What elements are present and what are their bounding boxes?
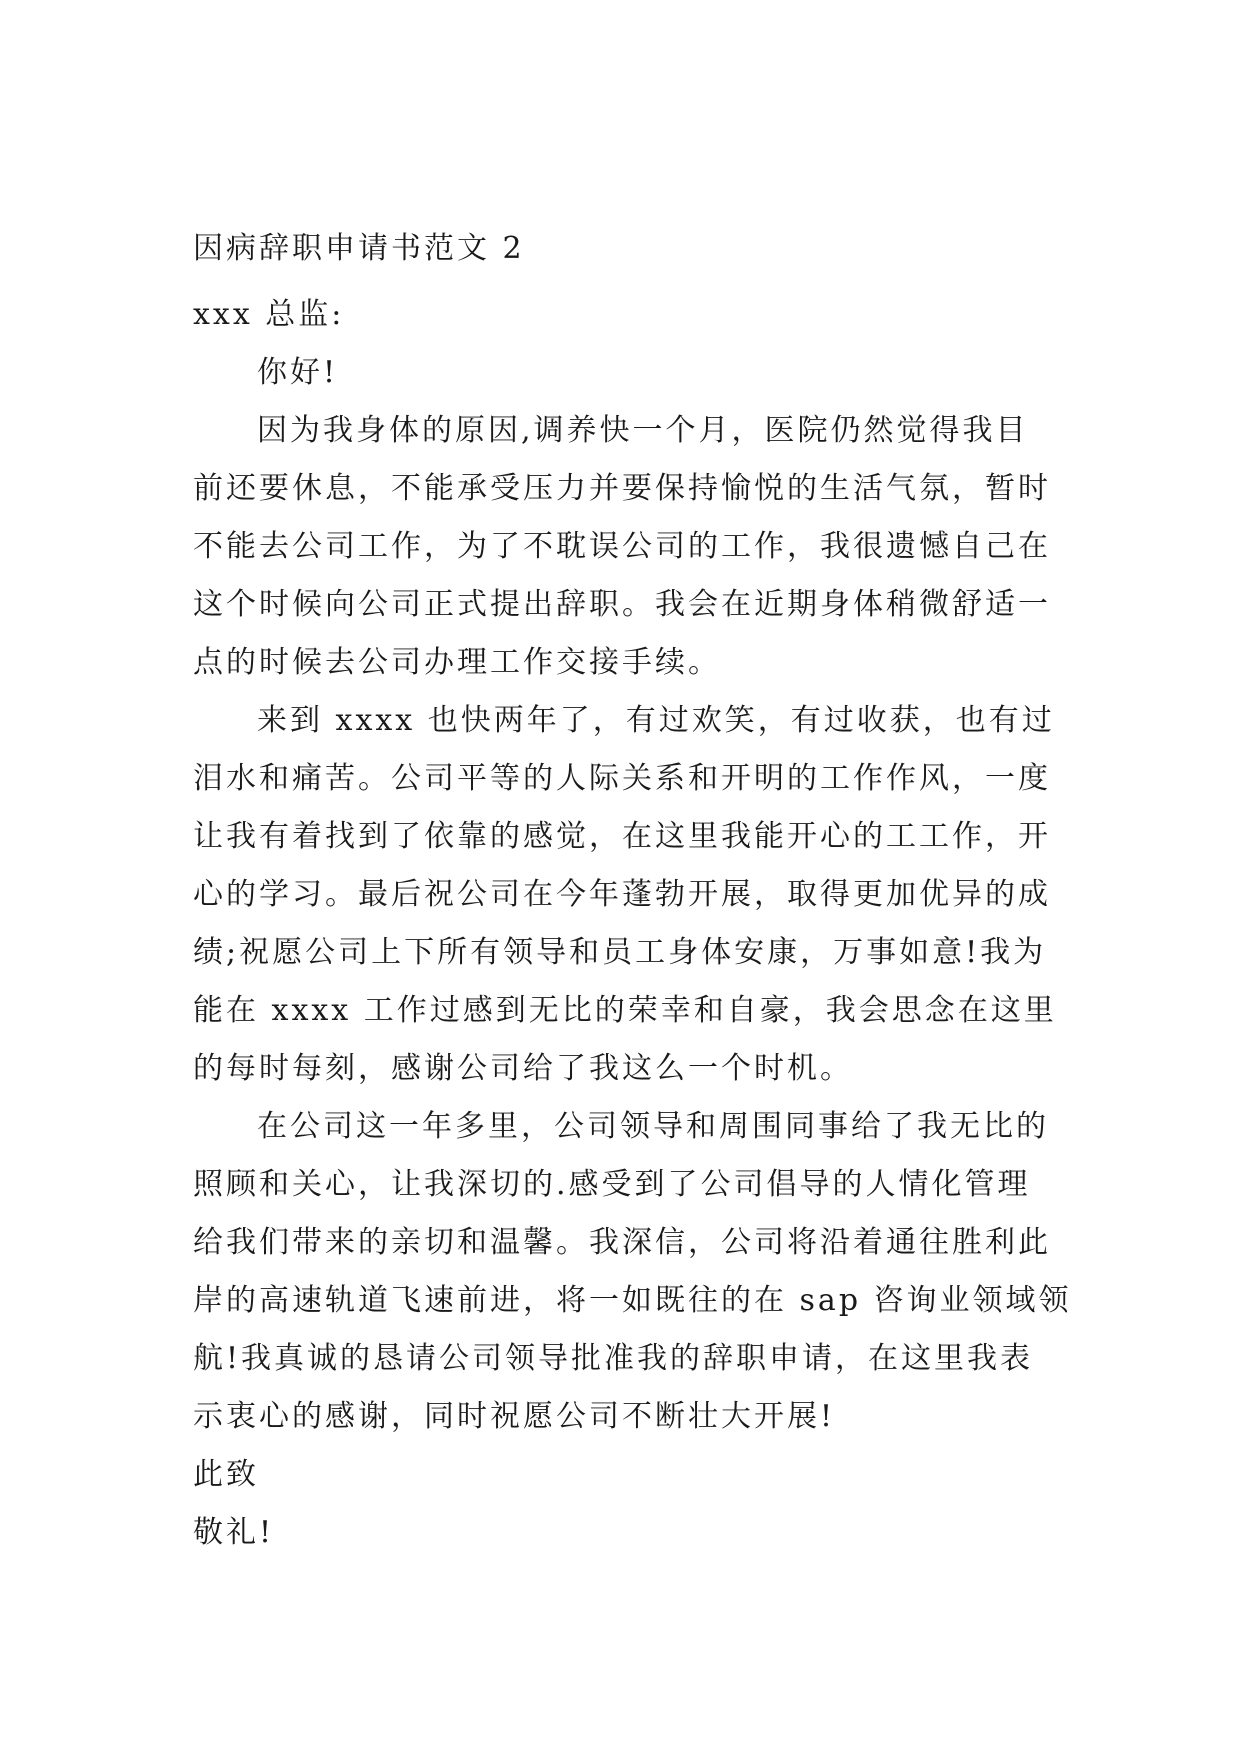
paragraph-line: 点的时候去公司办理工作交接手续。: [193, 645, 721, 680]
closing-salute: 敬礼!: [193, 1515, 275, 1550]
closing-line: 此致: [193, 1457, 259, 1492]
paragraph-line: 前还要休息，不能承受压力并要保持愉悦的生活气氛，暂时: [193, 471, 1051, 506]
paragraph-line: 心的学习。最后祝公司在今年蓬勃开展，取得更加优异的成: [193, 877, 1051, 912]
paragraph-line: 因为我身体的原因,调养快一个月，医院仍然觉得我目: [257, 413, 1029, 448]
paragraph-line: 来到 xxxx 也快两年了，有过欢笑，有过收获，也有过: [257, 703, 1055, 738]
paragraph-line: 航!我真诚的恳请公司领导批准我的辞职申请，在这里我表: [193, 1341, 1034, 1376]
paragraph-line: 在公司这一年多里，公司领导和周围同事给了我无比的: [257, 1109, 1049, 1144]
paragraph-line: 给我们带来的亲切和温馨。我深信，公司将沿着通往胜利此: [193, 1225, 1051, 1260]
paragraph-line: 示衷心的感谢，同时祝愿公司不断壮大开展!: [193, 1399, 836, 1434]
greeting: 你好!: [257, 355, 339, 390]
paragraph-experience: [193, 692, 1055, 1098]
paragraph-line: 能在 xxxx 工作过感到无比的荣幸和自豪，我会思念在这里: [193, 993, 1057, 1028]
paragraph-gratitude: [193, 1098, 1072, 1446]
paragraph-line: 照顾和关心，让我深切的.感受到了公司倡导的人情化管理: [193, 1167, 1031, 1202]
document-title: 因病辞职申请书范文 2: [193, 231, 525, 266]
paragraph-line: 绩;祝愿公司上下所有领导和员工身体安康，万事如意!我为: [193, 935, 1047, 970]
paragraph-line: 让我有着找到了依靠的感觉，在这里我能开心的工工作，开: [193, 819, 1051, 854]
letter-body: [193, 220, 1072, 1562]
paragraph-health-reason: [193, 402, 1055, 692]
salutation: xxx 总监:: [193, 297, 345, 332]
paragraph-line: 不能去公司工作，为了不耽误公司的工作，我很遗憾自己在: [193, 529, 1051, 564]
paragraph-line: 岸的高速轨道飞速前进，将一如既往的在 sap 咨询业领域领: [193, 1283, 1072, 1318]
paragraph-line: 这个时候向公司正式提出辞职。我会在近期身体稍微舒适一: [193, 587, 1051, 622]
paragraph-line: 的每时每刻，感谢公司给了我这么一个时机。: [193, 1051, 853, 1086]
paragraph-line: 泪水和痛苦。公司平等的人际关系和开明的工作作风，一度: [193, 761, 1051, 796]
